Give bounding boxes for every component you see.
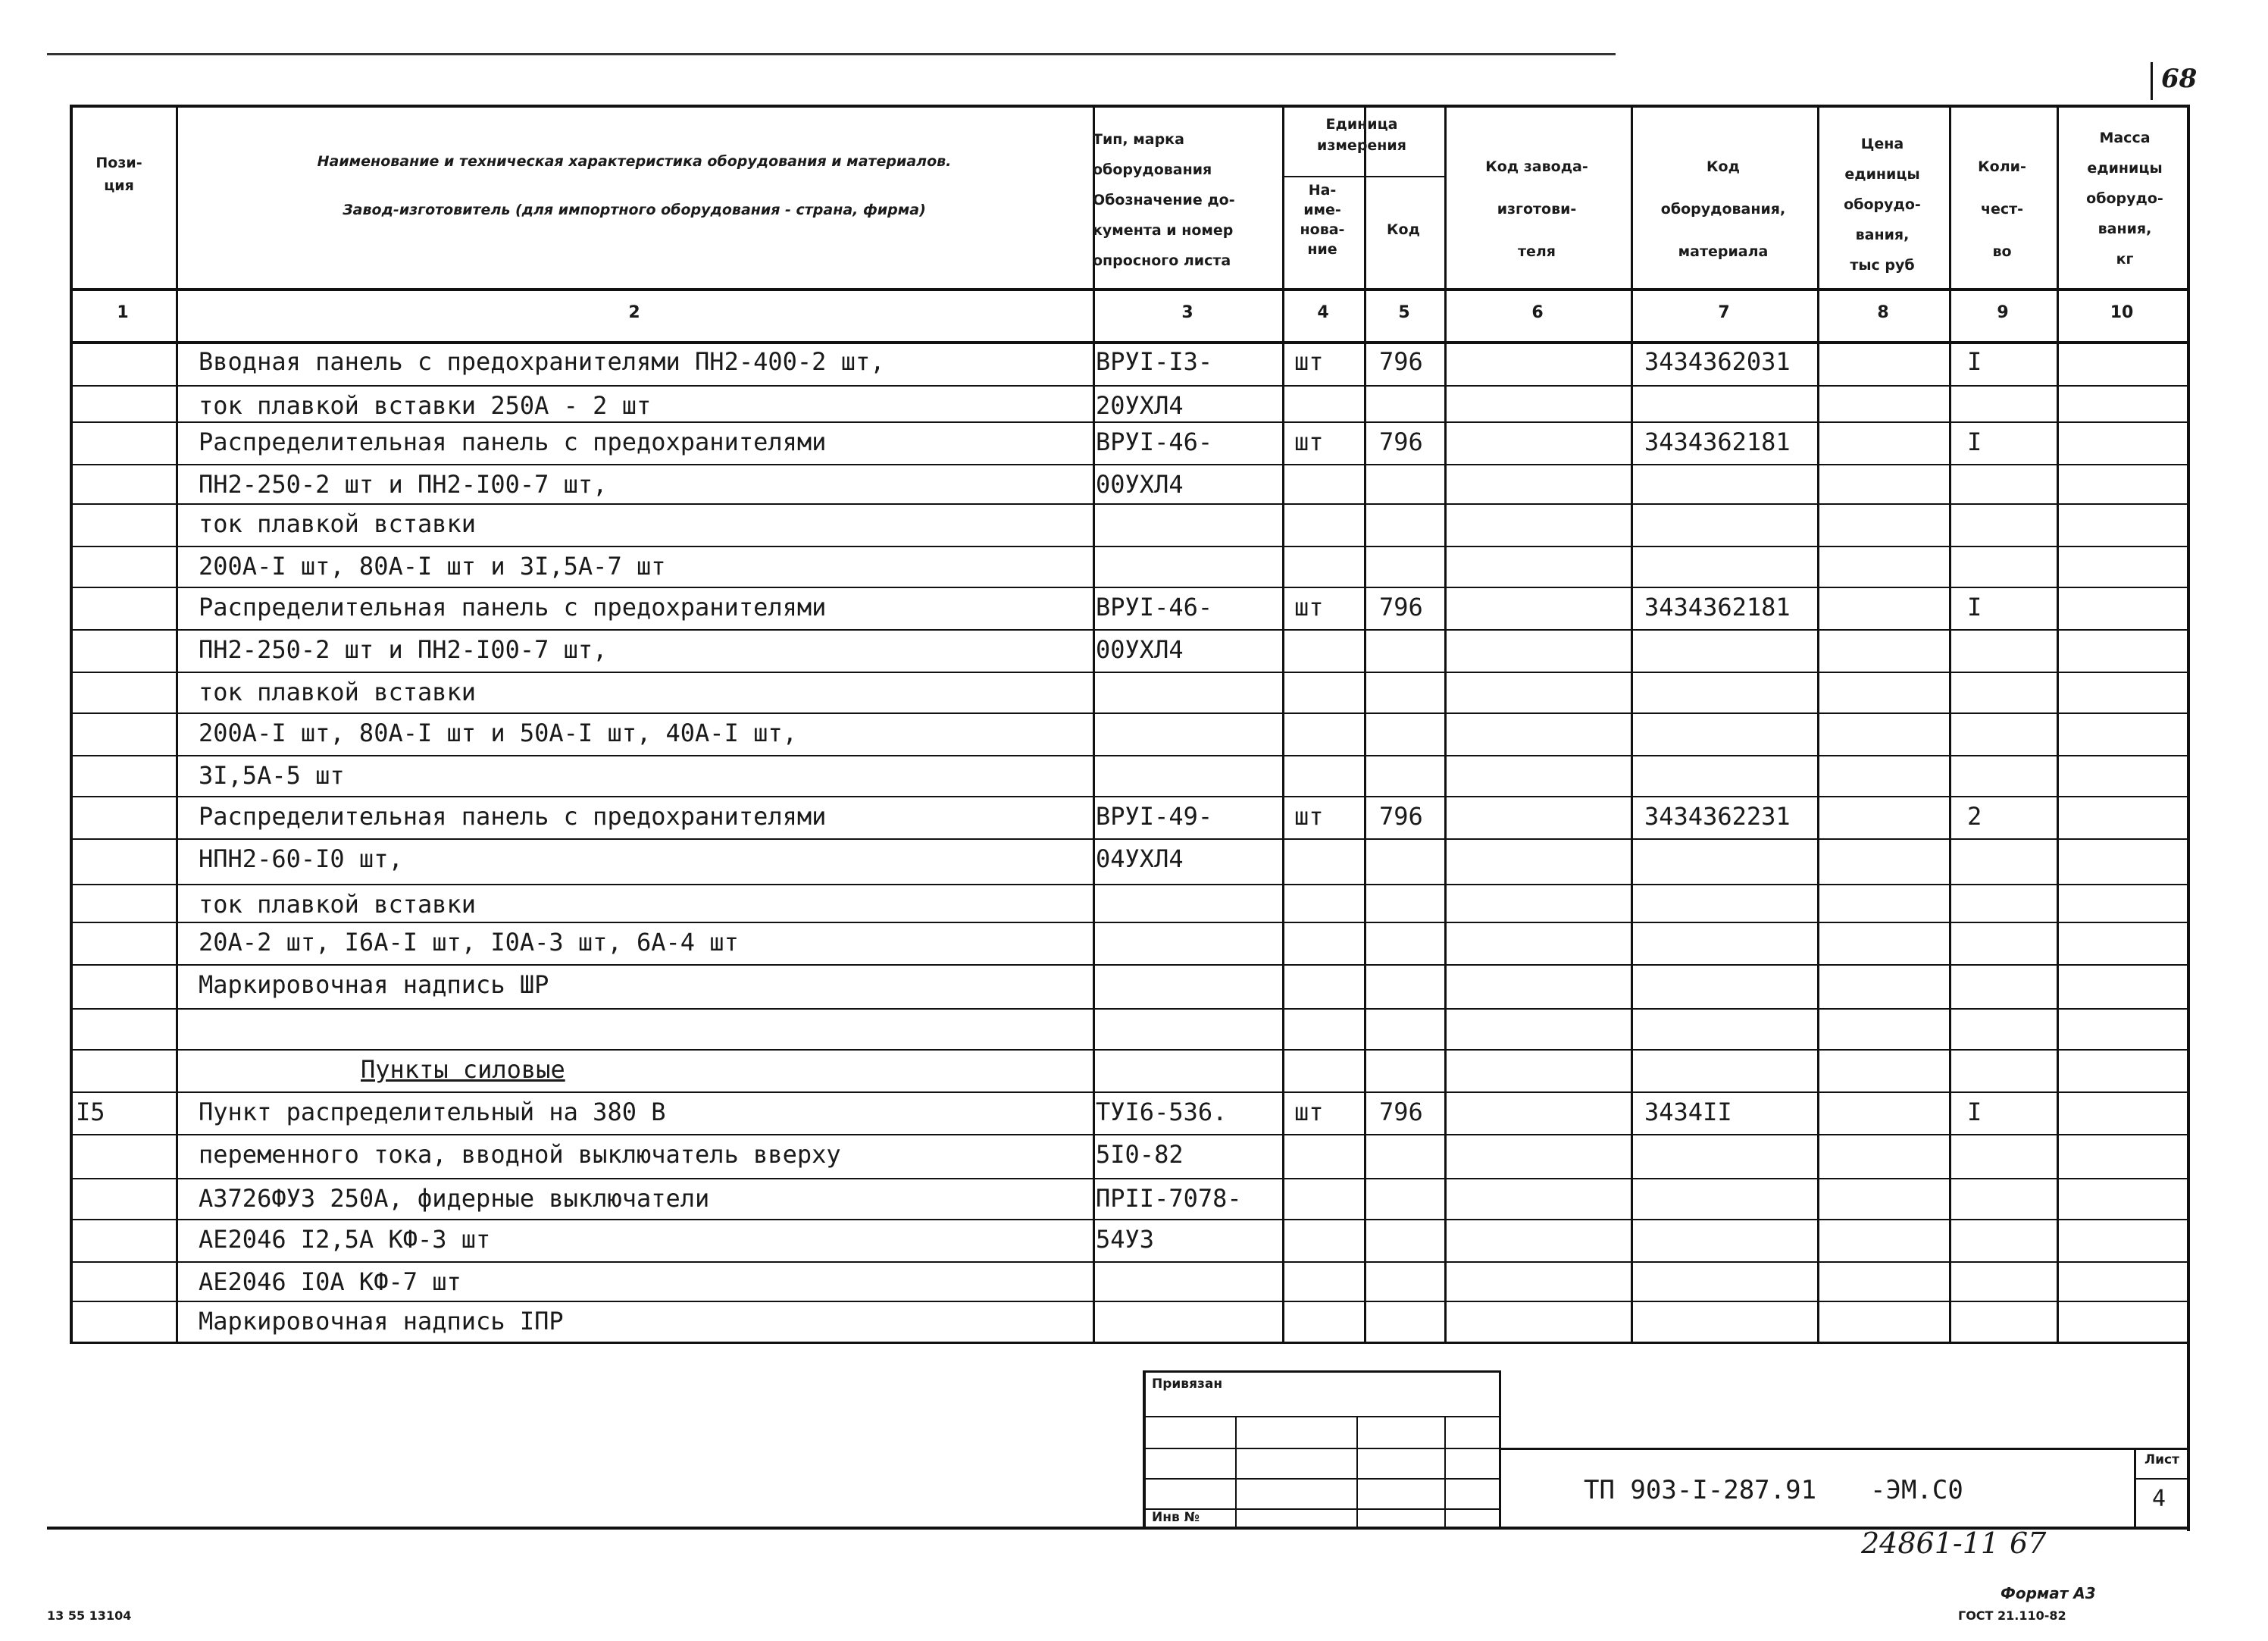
row-divider	[70, 1178, 2187, 1179]
row-name: Маркировочная надпись ШР	[199, 970, 549, 999]
row-unit: шт	[1294, 593, 1324, 622]
column-number: 10	[2110, 303, 2134, 322]
row-equipment-code: 3434362031	[1644, 347, 1791, 376]
row-type: ВРУI-46-	[1096, 593, 1213, 622]
sheet-cell-left	[2134, 1448, 2136, 1530]
row-equipment-code: 3434362181	[1644, 593, 1791, 622]
column-number: 5	[1398, 303, 1410, 322]
row-name: ПН2-250-2 шт и ПН2-I00-7 шт,	[199, 470, 608, 499]
row-quantity: I	[1967, 593, 1982, 622]
row-name: Пункты силовые	[361, 1055, 565, 1084]
stamp-bound-label: Привязан	[1152, 1376, 1223, 1392]
row-name: АЕ2046 I0А КФ-7 шт	[199, 1267, 461, 1296]
table-right-border	[2187, 105, 2190, 1531]
row-type: 00УХЛ4	[1096, 470, 1184, 499]
row-type: ВРУI-46-	[1096, 427, 1213, 456]
sheet-cell-row	[2134, 1478, 2187, 1480]
column-divider	[2057, 105, 2059, 1342]
row-type: ПРII-7078-	[1096, 1184, 1242, 1213]
unit-subheader-divider	[1282, 176, 1444, 177]
row-name: 3I,5А-5 шт	[199, 761, 345, 790]
row-position: I5	[76, 1098, 105, 1126]
row-name: Маркировочная надпись IПР	[199, 1307, 564, 1336]
row-divider	[70, 1219, 2187, 1220]
row-type: ВРУI-I3-	[1096, 347, 1213, 376]
top-rule	[47, 53, 1616, 55]
column-number: 9	[1997, 303, 2009, 322]
row-divider	[70, 922, 2187, 923]
row-name: ток плавкой вставки	[199, 509, 477, 538]
page-number: 67	[2010, 1527, 2047, 1560]
header-col2-line1: Наименование и техническая характеристика оборудования и материалов.	[317, 153, 952, 170]
row-type: 04УХЛ4	[1096, 844, 1184, 873]
header-col9: Коли- чест- во	[1978, 158, 2026, 260]
row-divider	[70, 629, 2187, 631]
column-divider	[1093, 105, 1095, 1342]
stamp-designation: ТП 903-I-287.91	[1584, 1475, 1817, 1505]
row-divider	[70, 385, 2187, 387]
row-divider	[70, 464, 2187, 465]
stamp-row	[1143, 1448, 1500, 1449]
row-divider	[70, 1134, 2187, 1135]
header-col6: Код завода- изготови- теля	[1485, 158, 1588, 260]
stamp-row	[1143, 1478, 1500, 1480]
row-unit: шт	[1294, 347, 1324, 376]
row-type: 20УХЛ4	[1096, 391, 1184, 420]
bottom-left-code: 13 55 13104	[47, 1608, 132, 1623]
stamp-sheet-label: Лист	[2144, 1452, 2179, 1467]
row-unit-code: 796	[1379, 1098, 1423, 1126]
header-bottom-border	[70, 288, 2187, 291]
row-equipment-code: 3434362231	[1644, 802, 1791, 831]
table-top-border	[70, 105, 2187, 108]
stamp-col	[1356, 1416, 1358, 1530]
row-quantity: I	[1967, 427, 1982, 456]
header-col3: Тип, марка оборудования Обозначение до- кумента и номер опросного листа	[1093, 131, 1235, 269]
row-name: 200А-I шт, 80А-I шт и 50А-I шт, 40А-I шт,	[199, 719, 797, 747]
row-unit: шт	[1294, 802, 1324, 831]
row-divider	[70, 587, 2187, 588]
table-left-border	[70, 105, 73, 1342]
header-col45: Единица измерения	[1317, 116, 1406, 154]
row-name: Пункт распределительный на 380 В	[199, 1098, 666, 1126]
header-col7: Код оборудования, материала	[1660, 158, 1786, 260]
row-name: НПН2-60-I0 шт,	[199, 844, 403, 873]
header-col4: На- име- нова- ние	[1300, 182, 1345, 258]
column-divider	[176, 105, 178, 1342]
row-divider	[70, 546, 2187, 547]
format-label: Формат А3	[2001, 1584, 2096, 1602]
title-top	[1500, 1448, 2187, 1450]
header-col5: Код	[1387, 221, 1420, 238]
top-right-tick	[2151, 62, 2153, 100]
row-divider	[70, 796, 2187, 797]
row-name: Вводная панель с предохранителями ПН2-400-2 шт,	[199, 347, 885, 376]
row-name: ток плавкой вставки 250А - 2 шт	[199, 391, 652, 420]
row-name: А3726ФУ3 250А, фидерные выключатели	[199, 1184, 710, 1213]
column-divider	[1949, 105, 1951, 1342]
stamp-row	[1143, 1416, 1500, 1417]
row-name: ток плавкой вставки	[199, 890, 477, 919]
row-unit-code: 796	[1379, 593, 1423, 622]
row-divider	[70, 421, 2187, 423]
stamp-col	[1444, 1416, 1446, 1530]
row-divider	[70, 1049, 2187, 1051]
header-col1: Пози- ция	[95, 155, 142, 194]
row-quantity: I	[1967, 347, 1982, 376]
row-divider	[70, 1008, 2187, 1010]
header-col8: Цена единицы оборудо- вания, тыс руб	[1844, 136, 1921, 274]
row-equipment-code: 3434II	[1644, 1098, 1732, 1126]
row-equipment-code: 3434362181	[1644, 427, 1791, 456]
numbers-bottom-border	[70, 341, 2187, 344]
row-divider	[70, 755, 2187, 756]
row-divider	[70, 672, 2187, 673]
stamp-left	[1143, 1370, 1146, 1530]
stamp-suffix: -ЭМ.С0	[1870, 1475, 1963, 1505]
row-name: 200А-I шт, 80А-I шт и 3I,5А-7 шт	[199, 552, 666, 581]
column-divider	[1817, 105, 1819, 1342]
row-name: Распределительная панель с предохранителями	[199, 802, 827, 831]
row-divider	[70, 503, 2187, 505]
row-divider	[70, 1091, 2187, 1093]
row-name: Распределительная панель с предохранителями	[199, 427, 827, 456]
stamp-inv-label: Инв №	[1152, 1510, 1200, 1525]
row-quantity: I	[1967, 1098, 1982, 1126]
column-number: 1	[117, 303, 129, 322]
table-bottom-border	[70, 1342, 2187, 1344]
row-name: 20А-2 шт, I6А-I шт, I0А-3 шт, 6А-4 шт	[199, 928, 739, 957]
row-type: 00УХЛ4	[1096, 635, 1184, 664]
bottom-right-code: ГОСТ 21.110-82	[1958, 1608, 2066, 1623]
row-type: ТУI6-536.	[1096, 1098, 1228, 1126]
column-number: 8	[1877, 303, 1889, 322]
row-name: ток плавкой вставки	[199, 678, 477, 706]
column-number: 7	[1718, 303, 1730, 322]
column-divider	[1364, 105, 1366, 1342]
row-unit-code: 796	[1379, 347, 1423, 376]
row-divider	[70, 964, 2187, 966]
row-name: ПН2-250-2 шт и ПН2-I00-7 шт,	[199, 635, 608, 664]
row-divider	[70, 838, 2187, 840]
row-name: АЕ2046 I2,5А КФ-3 шт	[199, 1225, 491, 1254]
row-type: ВРУI-49-	[1096, 802, 1213, 831]
row-type: 5I0-82	[1096, 1140, 1184, 1169]
row-unit: шт	[1294, 427, 1324, 456]
row-divider	[70, 1301, 2187, 1302]
column-number: 2	[628, 303, 640, 322]
column-divider	[1444, 105, 1447, 1342]
column-number: 4	[1317, 303, 1329, 322]
stamp-top	[1143, 1370, 1500, 1373]
column-divider	[1631, 105, 1633, 1342]
column-number: 6	[1531, 303, 1544, 322]
row-unit-code: 796	[1379, 802, 1423, 831]
row-name: переменного тока, вводной выключатель вверху	[199, 1140, 841, 1169]
stamp-col	[1235, 1416, 1237, 1530]
header-col2-line2: Завод-изготовитель (для импортного оборудования - страна, фирма)	[343, 202, 926, 218]
row-type: 54У3	[1096, 1225, 1155, 1254]
row-unit-code: 796	[1379, 427, 1423, 456]
column-number: 3	[1181, 303, 1193, 322]
column-divider	[1282, 105, 1284, 1342]
row-divider	[70, 884, 2187, 885]
archive-number: 24861-11	[1861, 1527, 2000, 1560]
row-divider	[70, 1261, 2187, 1263]
stamp-sheet-no: 4	[2152, 1486, 2166, 1512]
row-quantity: 2	[1967, 802, 1982, 831]
stamp-right	[1499, 1370, 1501, 1530]
row-unit: шт	[1294, 1098, 1324, 1126]
row-name: Распределительная панель с предохранителями	[199, 593, 827, 622]
sheet-mark: 68	[2161, 64, 2198, 94]
row-divider	[70, 712, 2187, 714]
header-col10: Масса единицы оборудо- вания, кг	[2086, 130, 2163, 268]
